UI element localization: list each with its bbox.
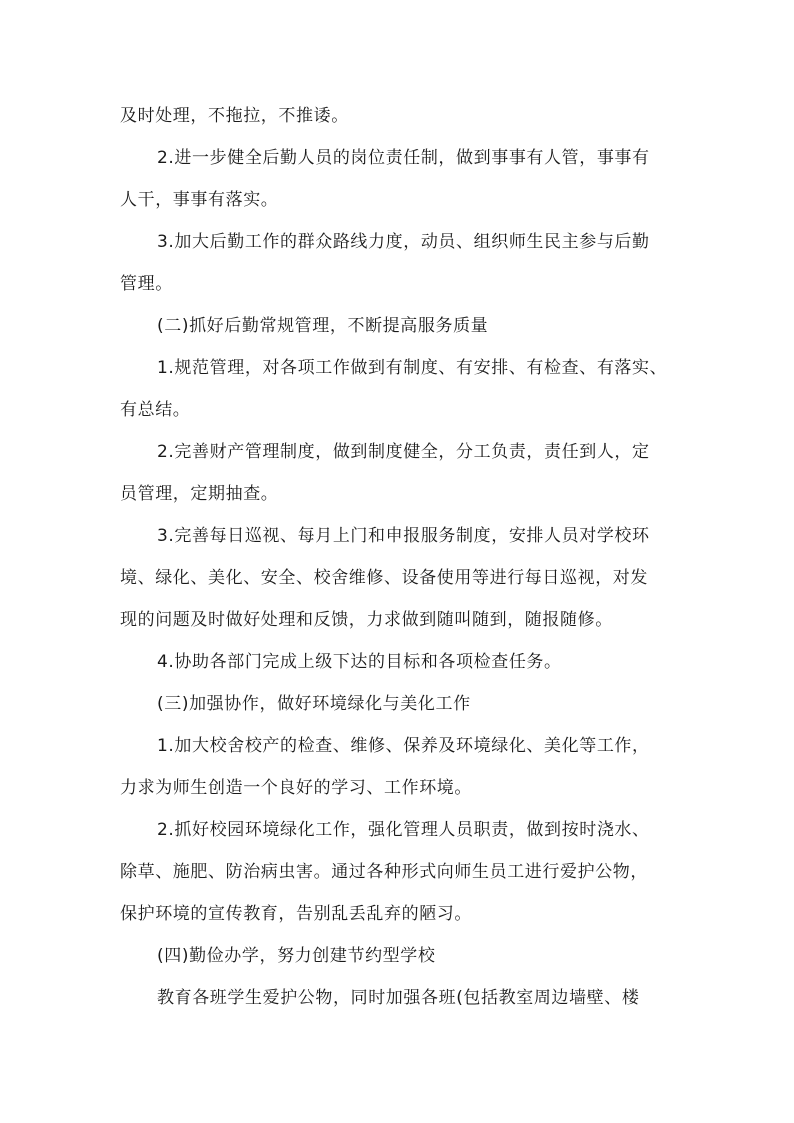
section-heading: (四)勤俭办学，努力创建节约型学校 — [157, 946, 436, 966]
text-line: 除草、施肥、防治病虫害。通过各种形式向师生员工进行爱护公物， — [120, 862, 648, 882]
text-line: 管理。 — [120, 274, 173, 294]
text-line: 2.进一步健全后勤人员的岗位责任制，做到事事有人管，事事有 — [157, 148, 650, 168]
section-heading: (三)加强协作，做好环境绿化与美化工作 — [157, 694, 471, 714]
text-line: 境、绿化、美化、安全、校舍维修、设备使用等进行每日巡视，对发 — [120, 568, 648, 588]
section-heading: (二)抓好后勤常规管理，不断提高服务质量 — [157, 316, 489, 336]
text-line: 及时处理，不拖拉，不推诿。 — [120, 106, 349, 126]
text-line: 3.完善每日巡视、每月上门和申报服务制度，安排人员对学校环 — [157, 526, 650, 546]
text-line: 力求为师生创造一个良好的学习、工作环境。 — [120, 778, 472, 798]
text-line: 员管理，定期抽查。 — [120, 484, 279, 504]
text-line: 4.协助各部门完成上级下达的目标和各项检查任务。 — [157, 652, 562, 672]
text-line: 人干，事事有落实。 — [120, 190, 279, 210]
text-line: 教育各班学生爱护公物，同时加强各班(包括教室周边墙壁、楼 — [157, 988, 640, 1008]
text-line: 保护环境的宣传教育，告别乱丢乱弃的陋习。 — [120, 904, 472, 924]
text-line: 现的问题及时做好处理和反馈，力求做到随叫随到，随报随修。 — [120, 610, 613, 630]
text-line: 1.规范管理，对各项工作做到有制度、有安排、有检查、有落实、 — [157, 358, 668, 378]
text-line: 2.抓好校园环境绿化工作，强化管理人员职责，做到按时浇水、 — [157, 820, 650, 840]
text-line: 3.加大后勤工作的群众路线力度，动员、组织师生民主参与后勤 — [157, 232, 650, 252]
text-line: 2.完善财产管理制度，做到制度健全，分工负责，责任到人，定 — [157, 442, 650, 462]
text-line: 有总结。 — [120, 400, 191, 420]
text-line: 1.加大校舍校产的检查、维修、保养及环境绿化、美化等工作， — [157, 736, 650, 756]
